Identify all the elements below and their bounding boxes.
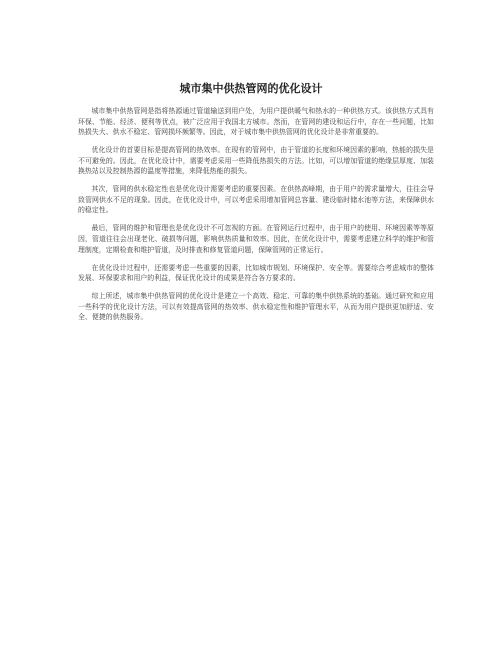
paragraph-thermal-efficiency: 优化设计的首要目标是提高管网的热效率。在现有的管网中，由于管道的长度和环境因素的影响，热能的损失是不可避免的。因此，在优化设计中，需要考虑采用一些降低热损失的方法。比如，可以增加管道的绝缘层厚度、加装换热站以及控制热源的温度等措施，来降低热能的损失。: [78, 146, 434, 176]
document-title: 城市集中供热管网的优化设计: [179, 82, 323, 95]
paragraph-intro: 城市集中供热管网是指将热源通过管道输送到用户处，为用户提供暖气和热水的一种供热方式。该供热方式具有环保、节能、经济、便利等优点，被广泛应用于我国北方城市。然而，在管网的建设和运行中，存在一些问题，比如热损失大、供水不稳定、管网损坏频繁等。因此，对于城市集中供热管网的优化设计是非常重要的。: [78, 107, 434, 137]
document-body: [78, 106, 434, 330]
paragraph-maintenance: 最后，管网的维护和管理也是优化设计不可忽视的方面。在管网运行过程中，由于用户的使用、环境因素等等原因，管道往往会出现老化、破损等问题，影响供热质量和效率。因此，在优化设计中，需要考虑建立科学的维护和管理制度，定期检查和维护管道，及时排查和修复管道问题，保障管网的正常运行。: [78, 224, 434, 254]
paragraph-supply-stability: 其次，管网的供水稳定性也是优化设计需要考虑的重要因素。在供热高峰期，由于用户的需求量增大，往往会导致管网供水不足的现象。因此，在优化设计中，可以考虑采用增加管网总容量、建设临时储水池等方法，来保障供水的稳定性。: [78, 185, 434, 215]
paragraph-other-factors: 在优化设计过程中，还需要考虑一些重要的因素，比如城市规划、环境保护、安全等。需要综合考虑城市的整体发展、环保要求和用户的利益，保证优化设计的成果是符合各方要求的。: [78, 263, 434, 283]
paragraph-conclusion: 综上所述，城市集中供热管网的优化设计是建立一个高效、稳定、可靠的集中供热系统的基础。通过研究和应用一些科学的优化设计方法，可以有效提高管网的热效率、供水稳定性和维护管理水平，从而为用户提供更加舒适、安全、便捷的供热服务。: [78, 292, 434, 322]
